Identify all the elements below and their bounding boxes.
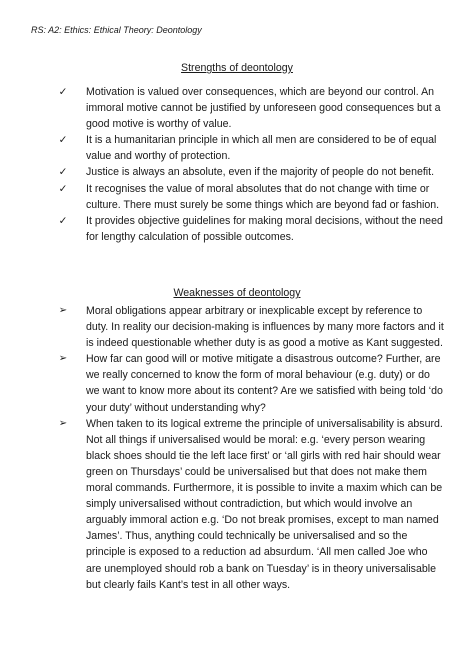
check-mark-icon: ✓ — [58, 86, 68, 98]
list-item — [56, 181, 444, 213]
check-mark-icon: ✓ — [58, 182, 68, 195]
item-text: How far can good will or motive mitigate a disastrous outcome? Further, are we really concerned to know the form of moral behaviour (e.g. duty) or do we want to know more about its content? Are we satisfied with being told ‘do your duty’ without understanding why? — [86, 353, 443, 414]
arrow-bullet-icon: ➢ — [58, 305, 68, 316]
item-text: It is a humanitarian principle in which all men are considered to be of equal value and worthy of protection. — [86, 134, 437, 163]
arrow-bullet-icon: ➢ — [58, 417, 68, 429]
strengths-heading: Strengths of deontology — [181, 62, 293, 74]
weaknesses-list — [56, 303, 444, 593]
list-item — [56, 84, 444, 132]
list-item — [56, 213, 444, 245]
strengths-list — [56, 84, 444, 245]
item-text: Justice is always an absolute, even if the majority of people do not benefit. — [86, 166, 435, 179]
item-text: Moral obligations appear arbitrary or inexplicable except by reference to duty. In reality our decision-making is influences by many more factors and it is indeed questionable whether duty is as good a motive as Kant suggested. — [86, 305, 444, 350]
check-mark-icon: ✓ — [58, 214, 68, 227]
list-item — [56, 416, 444, 593]
item-text: When taken to its logical extreme the principle of universalisability is absurd. Not all things if universalised would be moral: e.g. ‘every person wearing black shoes should tie the left lace first’ or ‘all girls with red hair should wear green on Thursdays’ could be universalised but that does not make them moral commands. Furthermore, it is possible to invite a maxim which can be simply universalised without contradiction, but which would involve an arguably immoral action e.g. ‘Do not break promises, except to man named James’. Thus, anything could technically be universalised and so the principle is exposed to a reduction ad absurdum. ‘All men called Joe who are unemployed should rob a bank on Tuesday’ is in theory universalisable but clearly fails Kant’s test in all other ways. — [86, 417, 443, 591]
list-item — [56, 164, 444, 180]
check-mark-icon: ✓ — [58, 166, 68, 179]
page-header: RS: A2: Ethics: Ethical Theory: Deontology — [31, 25, 202, 35]
item-text: Motivation is valued over consequences, which are beyond our control. An immoral motive cannot be justified by unforeseen good consequences but a good motive is worthy of value. — [86, 86, 441, 131]
check-mark-icon: ✓ — [58, 134, 68, 147]
list-item — [56, 132, 444, 164]
item-text: It recognises the value of moral absolutes that do not change with time or culture. There must surely be some things which are beyond fad or fashion. — [86, 182, 440, 211]
list-item — [56, 351, 444, 415]
list-item — [56, 303, 444, 351]
item-text: It provides objective guidelines for making moral decisions, without the need for lengthy calculation of possible outcomes. — [86, 214, 443, 243]
weaknesses-heading: Weaknesses of deontology — [173, 287, 301, 299]
arrow-bullet-icon: ➢ — [58, 353, 68, 365]
